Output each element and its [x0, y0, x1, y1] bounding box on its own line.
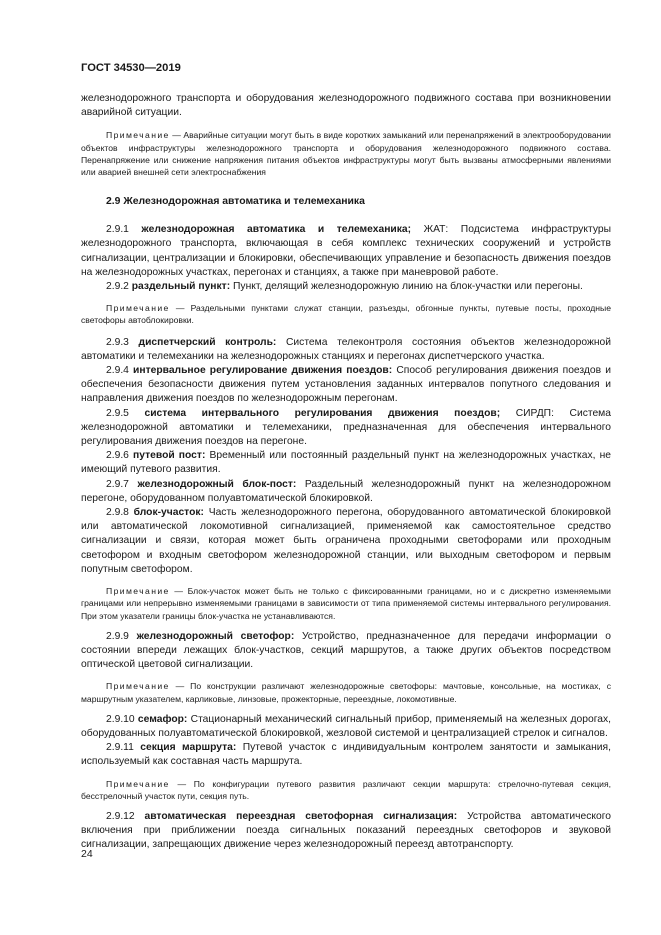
term-name: железнодорожный светофор:	[136, 630, 295, 642]
term-definition: Пункт, делящий железнодорожную линию на блок-участки или перегоны.	[230, 281, 583, 293]
term-definition: Устройства автоматического включения при приближении поезда сигнальных показаний переездных светофоров и звуковой сигнализации, запрещающих движение через железнодорожный переезд автотранспорту.	[81, 810, 611, 851]
note-label: Примечание	[106, 586, 170, 597]
term-entry-2-9-10	[81, 713, 611, 741]
note-text: — Аварийные ситуации могут быть в виде коротких замыканий или перенапряжений в электрооборудовании объектов инфраструктуры железнодорожного транспорта и оборудования железнодорожного подвижного состава. Перенапряжение или снижение напряжения питания объектов инфраструктуры могут быть вызваны атмосферными явлениями или аварией внешней сети электроснабжения	[81, 130, 611, 178]
term-entry-2-9-4	[81, 364, 611, 407]
item-number: 2.9.7	[106, 478, 138, 490]
term-name: интервальное регулирование движения поездов:	[133, 365, 393, 377]
note-2-9-8	[81, 585, 611, 622]
item-number: 2.9.4	[106, 365, 134, 377]
intro-note	[81, 129, 611, 178]
item-number: 2.9.12	[106, 810, 145, 822]
term-entry-2-9-5	[81, 407, 611, 450]
document-body	[81, 92, 611, 853]
note-text: — Блок-участок может быть не только с фиксированными границами, но и с дискретно изменяемыми границами или непрерывно изменяемыми границами в зависимости от типа применяемой системы интервального регулирования. При этом указатели границы блок-участка не устанавливаются.	[81, 586, 611, 621]
standard-header: ГОСТ 34530—2019	[81, 62, 181, 74]
term-definition: Способ регулирования движения поездов и обеспечения безопасности движения путем установления заданных интервалов попутного следования и направления движения поездов по железнодорожным перегонам.	[81, 365, 611, 405]
term-entry-2-9-7	[81, 478, 611, 506]
term-entry-2-9-12	[81, 810, 611, 853]
term-name: железнодорожный блок-пост:	[137, 478, 297, 490]
term-entry-2-9-2	[81, 280, 611, 294]
term-name: блок-участок:	[133, 507, 204, 519]
note-2-9-2	[81, 302, 611, 326]
term-name: диспетчерский контроль:	[138, 336, 277, 348]
note-label: Примечание	[106, 130, 170, 141]
note-label: Примечание	[106, 681, 170, 692]
note-2-9-11	[81, 778, 611, 802]
term-name: секция маршрута:	[140, 742, 237, 754]
term-definition: Раздельный железнодорожный пункт на железнодорожном перегоне, оборудованном полуавтоматической блокировкой.	[81, 478, 611, 504]
note-text: — По конфигурации путевого развития различают секции маршрута: стрелочно-путевая секция, бесстрелочный участок пути, секция путь.	[81, 778, 611, 801]
note-2-9-9	[81, 680, 611, 704]
note-label: Примечание	[106, 303, 170, 314]
item-number: 2.9.5	[106, 407, 145, 419]
item-number: 2.9.11	[106, 742, 141, 754]
term-name: семафор:	[137, 713, 188, 725]
note-label: Примечание	[106, 778, 170, 789]
term-definition: Устройство, предназначенное для передачи информации о состоянии впереди лежащих блок-участков, секций маршрутов, а также других объектов посредством оптической цветовой сигнализации.	[81, 630, 612, 671]
item-number: 2.9.10	[106, 713, 138, 725]
term-name: железнодорожная автоматика и телемеханика;	[141, 224, 412, 236]
term-definition: СИРДП: Система железнодорожной автоматики и телемеханики, предназначенная для обеспечения интервального регулирования движения поездов на перегоне.	[81, 407, 611, 448]
note-text: — Раздельными пунктами служат станции, разъезды, обгонные пункты, путевые посты, проходные светофоры автоблокировки.	[81, 303, 611, 326]
term-entry-2-9-9	[81, 630, 611, 673]
term-entry-2-9-11	[81, 741, 611, 769]
item-number: 2.9.3	[106, 336, 139, 348]
section-heading: 2.9 Железнодорожная автоматика и телемеханика	[106, 196, 365, 208]
item-number: 2.9.6	[106, 450, 134, 462]
note-text: — По конструкции различают железнодорожные светофоры: мачтовые, консольные, на мостиках, с маршрутным указателем, карликовые, линзовые, прожекторные, переездные, локомотивные.	[81, 681, 611, 704]
term-entry-2-9-6	[81, 449, 611, 477]
term-definition: Временный или постоянный раздельный пункт на железнодорожных участках, не имеющий путевого развития.	[81, 450, 612, 476]
page-number: 24	[81, 848, 93, 860]
term-definition: Путевой участок с индивидуальным контролем занятости и замыкания, используемый как составная часть маршрута.	[81, 742, 611, 768]
term-definition: Система телеконтроля состояния объектов железнодорожной автоматики и телемеханики на железнодорожных станциях и перегонах диспетчерского участка.	[81, 336, 611, 362]
term-definition: Стационарный механический сигнальный прибор, применяемый на железных дорогах, оборудованных полуавтоматической блокировкой, жезловой системой и централизацией стрелок и сигналов.	[81, 713, 611, 739]
item-number: 2.9.8	[106, 507, 134, 519]
term-name: раздельный пункт:	[131, 281, 231, 293]
term-definition: ЖАТ: Подсистема инфраструктуры железнодорожного транспорта, включающая в себя комплекс технических сооружений и устройств сигнализации, централизации и блокировки, обеспечивающих управление и безопасность движения поездов на железнодорожных участках, перегонах и станциях, а также при маневровой работе.	[81, 224, 612, 278]
term-entry-2-9-3	[81, 336, 611, 364]
term-name: автоматическая переездная светофорная сигнализация:	[144, 810, 458, 822]
term-entry-2-9-1	[81, 223, 611, 280]
term-entry-2-9-8	[81, 506, 611, 577]
item-number: 2.9.2	[106, 281, 132, 293]
intro-paragraph: железнодорожного транспорта и оборудования железнодорожного подвижного состава при возникновении аварийной ситуации.	[81, 93, 611, 119]
item-number: 2.9.1	[106, 224, 142, 236]
term-definition: Часть железнодорожного перегона, оборудованного автоматической блокировкой или автоматической локомотивной сигнализацией, применяемой как самостоятельное средство сигнализации и связи, которая может быть ограничена проходными светофорами или проходным светофором и входным светофором железнодорожной станции, или выходным светофором и первым попутным светофором.	[81, 507, 611, 575]
item-number: 2.9.9	[106, 630, 137, 642]
term-name: путевой пост:	[133, 450, 206, 462]
term-name: система интервального регулирования движения поездов;	[144, 407, 501, 419]
